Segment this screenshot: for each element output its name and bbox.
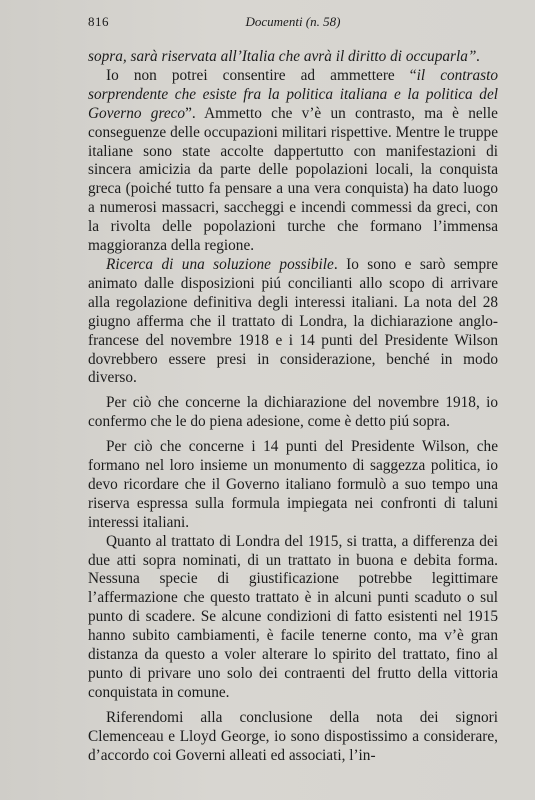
paragraph-text: sopra, sarà riservata all’Italia che avrà il diritto di occuparla”. — [88, 48, 481, 65]
page-number: 816 — [88, 14, 109, 29]
paragraph: Per ciò che concerne i 14 punti del Presidente Wilson, che formano nel loro insieme un monumento di saggezza politica, io devo ricordare che il Governo italiano formulò a suo tempo una riserva espressa sulla formula impiegata nei confronti di taluni interessi italiani. — [88, 438, 498, 531]
paragraph: Quanto al trattato di Londra del 1915, si tratta, a differenza dei due atti sopra nominati, di un trattato in buona e debita forma. Nessuna specie di giustificazione potrebbe legittimare l’affermazione che questo trattato è in alcuni punti scaduto o sul punto di scadere. Se alcune condizioni di fatto esistenti nel 1915 hanno subito cambiamenti, è facile tenerne conto, ma v’è gran distanza da questo a voler alterare lo spirito del trattato, fino al punto di privare uno solo dei contraenti del frutto della vittoria conquistata in comune. — [88, 532, 498, 701]
paragraph — [88, 48, 498, 67]
paragraph-text: ”. Ammetto che v’è un contrasto, ma è nelle conseguenze delle occupazioni militari rispettive. Mentre le truppe italiane sono state accolte dappertutto con manifestazioni di sincera amicizia da parte delle popolazioni locali, la conquista greca (poiché tutto fa pensare a una vera conquista) ha dato luogo a numerosi massacri, saccheggi e incendi commessi da greci, con la rivolta delle popolazioni turche che formano l’immensa maggioranza della regione. — [88, 104, 498, 255]
paragraph: Per ciò che concerne la dichiarazione del novembre 1918, io confermo che le do piena adesione, come è detto piú sopra. — [88, 394, 498, 431]
body-text — [88, 48, 498, 766]
running-head: Documenti (n. 58) — [245, 14, 341, 29]
paragraph: Riferendomi alla conclusione della nota dei signori Clemenceau e Lloyd George, io sono dispostissimo a considerare, d’accordo coi Governi alleati ed associati, l’in- — [88, 708, 498, 764]
paragraph-text: . Io sono e sarò sempre animato dalle disposizioni piú concilianti allo scopo di arrivare alla regolazione definitiva degli interessi italiani. La nota del 28 giugno afferma che il trattato di Londra, la dichiarazione anglo-francese del novembre 1918 e i 14 punti del Presidente Wilson dovrebbero essere presi in considerazione, benché in modo diverso. — [88, 255, 498, 387]
page-header — [88, 14, 498, 36]
quotation: il contrasto sorprendente che esiste fra la politica italiana e la politica del Governo greco — [88, 66, 498, 122]
paragraph — [88, 67, 498, 256]
section-heading: Ricerca di una soluzione possibile — [106, 255, 334, 273]
paragraph — [88, 256, 498, 388]
paragraph-text: Io non potrei consentire ad ammettere “ — [106, 66, 417, 84]
